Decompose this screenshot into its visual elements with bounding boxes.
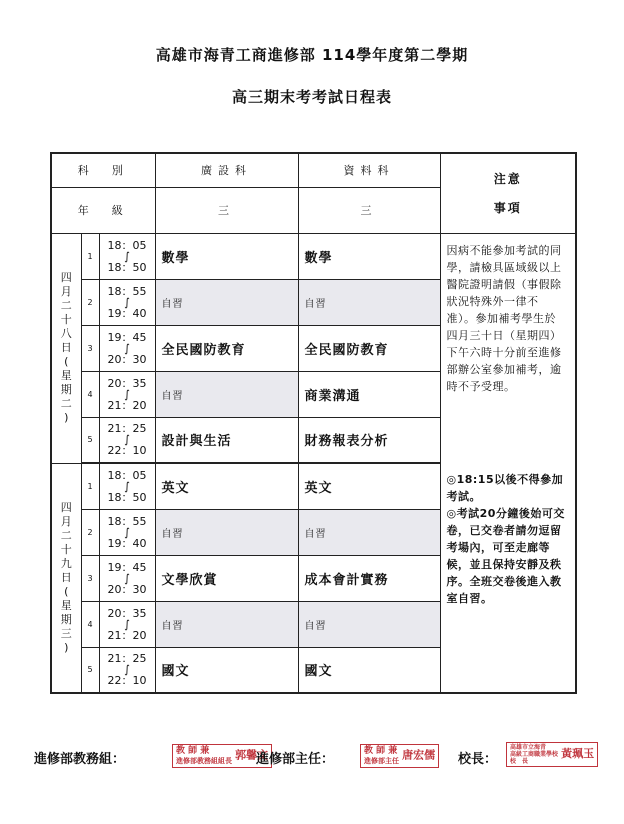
exam-subject-design: 數學 xyxy=(155,233,298,279)
stamp-principal-name: 黃珮玉 xyxy=(561,747,595,760)
date-char: 日 xyxy=(60,341,72,354)
schedule-row xyxy=(51,233,576,279)
exam-subject-data: 國文 xyxy=(298,647,440,693)
exam-date xyxy=(51,233,81,463)
exam-subject-data: 商業溝通 xyxy=(298,371,440,417)
date-char: ( xyxy=(64,584,69,598)
stamp-academic-name: 郭馨文 xyxy=(235,748,269,762)
notes-header-line2: 事項 xyxy=(493,201,522,216)
date-char: 期 xyxy=(60,383,72,396)
exam-date xyxy=(51,463,81,693)
time-end: 21：20 xyxy=(107,628,147,642)
date-char: 星 xyxy=(60,369,72,382)
date-char: 日 xyxy=(60,570,72,584)
date-char: 四 xyxy=(60,271,72,284)
page-title: 高雄市海青工商進修部 114學年度第二學期 xyxy=(155,46,469,64)
period-time xyxy=(99,371,155,417)
time-start: 20：35 xyxy=(107,376,147,390)
date-char: 二 xyxy=(60,397,72,410)
grade-header: 年 級 xyxy=(51,187,155,233)
time-start: 18：05 xyxy=(107,468,147,482)
time-start: 19：45 xyxy=(107,560,147,574)
time-start: 18：55 xyxy=(107,514,147,528)
grade-design: 三 xyxy=(155,187,298,233)
period-number: 3 xyxy=(81,325,99,371)
page-subtitle: 高三期末考考試日程表 xyxy=(231,88,392,106)
stamp-academic-line2: 進修部教務組組長 xyxy=(176,757,232,765)
exam-subject-design: 英文 xyxy=(155,463,298,509)
exam-subject-data: 財務報表分析 xyxy=(298,417,440,463)
exam-schedule-table xyxy=(50,152,577,694)
stamp-academic-line1: 教 師 兼 xyxy=(176,746,210,756)
time-start: 18：55 xyxy=(107,284,147,298)
stamp-director-name: 唐宏儒 xyxy=(402,748,436,762)
period-time xyxy=(99,325,155,371)
time-start: 21：25 xyxy=(107,422,147,436)
note-absence: 因病不能參加考試的同學，請檢具區域級以上醫院證明請假（事假除狀況特殊外一律不准）。參加補考學生於四月三十日（星期四）下午六時十分前至進修部辦公室參加補考，逾時不予受理。 xyxy=(446,243,562,393)
time-start: 19：45 xyxy=(107,330,147,344)
time-sep: ∫ xyxy=(124,295,130,309)
time-sep: ∫ xyxy=(124,663,130,677)
time-end: 22：10 xyxy=(107,444,147,458)
date-char: 二 xyxy=(60,299,72,312)
notes-body-rules xyxy=(440,463,576,693)
signature-area xyxy=(0,742,624,772)
notes-header xyxy=(440,153,576,233)
exam-subject-design: 全民國防教育 xyxy=(155,325,298,371)
date-char: ) xyxy=(64,411,69,424)
date-char: 九 xyxy=(60,556,72,570)
exam-subject-design: 設計與生活 xyxy=(155,417,298,463)
exam-subject-design: 自習 xyxy=(155,509,298,555)
exam-subject-data: 數學 xyxy=(298,233,440,279)
time-sep: ∫ xyxy=(124,571,130,585)
exam-subject-design: 自習 xyxy=(155,279,298,325)
exam-subject-data: 成本會計實務 xyxy=(298,555,440,601)
date-char: ) xyxy=(64,640,69,654)
period-number: 5 xyxy=(81,647,99,693)
time-sep: ∫ xyxy=(124,341,130,355)
date-char: 十 xyxy=(60,313,72,326)
time-end: 22：10 xyxy=(107,674,147,688)
date-char: 四 xyxy=(60,500,72,514)
date-char: 月 xyxy=(60,514,72,528)
stamp-principal xyxy=(506,742,598,767)
period-number: 2 xyxy=(81,509,99,555)
period-time xyxy=(99,509,155,555)
dept-header-data: 資料科 xyxy=(298,153,440,187)
exam-subject-design: 國文 xyxy=(155,647,298,693)
period-number: 1 xyxy=(81,463,99,509)
dept-header-design: 廣設科 xyxy=(155,153,298,187)
time-start: 20：35 xyxy=(107,606,147,620)
stamp-director xyxy=(360,744,439,768)
period-number: 2 xyxy=(81,279,99,325)
grade-data: 三 xyxy=(298,187,440,233)
subject-header: 科 別 xyxy=(51,153,155,187)
period-time xyxy=(99,463,155,509)
time-end: 19：40 xyxy=(107,536,147,550)
time-start: 18：05 xyxy=(107,238,147,252)
sig-label-principal: 校長： xyxy=(458,752,498,767)
date-char: 二 xyxy=(60,528,72,542)
period-number: 3 xyxy=(81,555,99,601)
period-number: 4 xyxy=(81,371,99,417)
date-char: 八 xyxy=(60,327,72,340)
notes-header-line1: 注意 xyxy=(493,172,522,187)
stamp-principal-line2: 高級工商職業學校 xyxy=(510,751,559,758)
date-char: 三 xyxy=(60,626,72,640)
date-char: 星 xyxy=(60,598,72,612)
exam-subject-data: 全民國防教育 xyxy=(298,325,440,371)
period-time xyxy=(99,601,155,647)
schedule-row xyxy=(51,463,576,509)
exam-subject-data: 自習 xyxy=(298,509,440,555)
exam-subject-design: 自習 xyxy=(155,371,298,417)
period-time xyxy=(99,647,155,693)
stamp-director-line2: 進修部主任 xyxy=(364,757,399,765)
date-char: 期 xyxy=(60,612,72,626)
exam-subject-data: 自習 xyxy=(298,601,440,647)
notes-body xyxy=(440,233,576,463)
date-char: ( xyxy=(64,355,69,368)
period-number: 5 xyxy=(81,417,99,463)
exam-subject-data: 英文 xyxy=(298,463,440,509)
stamp-director-line1: 教 師 兼 xyxy=(364,746,398,756)
time-sep: ∫ xyxy=(124,525,130,539)
period-time xyxy=(99,279,155,325)
time-sep: ∫ xyxy=(124,479,130,493)
date-char: 月 xyxy=(60,285,72,298)
time-end: 18：50 xyxy=(107,260,147,274)
time-sep: ∫ xyxy=(124,249,130,263)
stamp-principal-line3: 校 長 xyxy=(510,758,529,765)
time-sep: ∫ xyxy=(124,617,130,631)
sig-label-director: 進修部主任： xyxy=(256,752,335,767)
date-char: 十 xyxy=(60,542,72,556)
period-time xyxy=(99,555,155,601)
time-end: 19：40 xyxy=(107,306,147,320)
time-sep: ∫ xyxy=(124,433,130,447)
time-start: 21：25 xyxy=(107,652,147,666)
exam-subject-design: 自習 xyxy=(155,601,298,647)
exam-subject-design: 文學欣賞 xyxy=(155,555,298,601)
time-end: 20：30 xyxy=(107,352,147,366)
time-end: 20：30 xyxy=(107,582,147,596)
time-sep: ∫ xyxy=(124,387,130,401)
time-end: 21：20 xyxy=(107,398,147,412)
time-end: 18：50 xyxy=(107,490,147,504)
sig-label-academic: 進修部教務組： xyxy=(34,752,126,767)
stamp-principal-line1: 高雄市立海青 xyxy=(510,744,547,751)
period-time xyxy=(99,233,155,279)
period-time xyxy=(99,417,155,463)
period-number: 1 xyxy=(81,233,99,279)
note-rule: ◎18:15以後不得參加考試。 xyxy=(446,473,564,503)
note-rule: ◎考試20分鐘後始可交卷，已交卷者請勿逗留考場內，可至走廊等候，並且保持安靜及秩序。全班交卷後進入教室自習。 xyxy=(446,507,565,605)
exam-subject-data: 自習 xyxy=(298,279,440,325)
period-number: 4 xyxy=(81,601,99,647)
